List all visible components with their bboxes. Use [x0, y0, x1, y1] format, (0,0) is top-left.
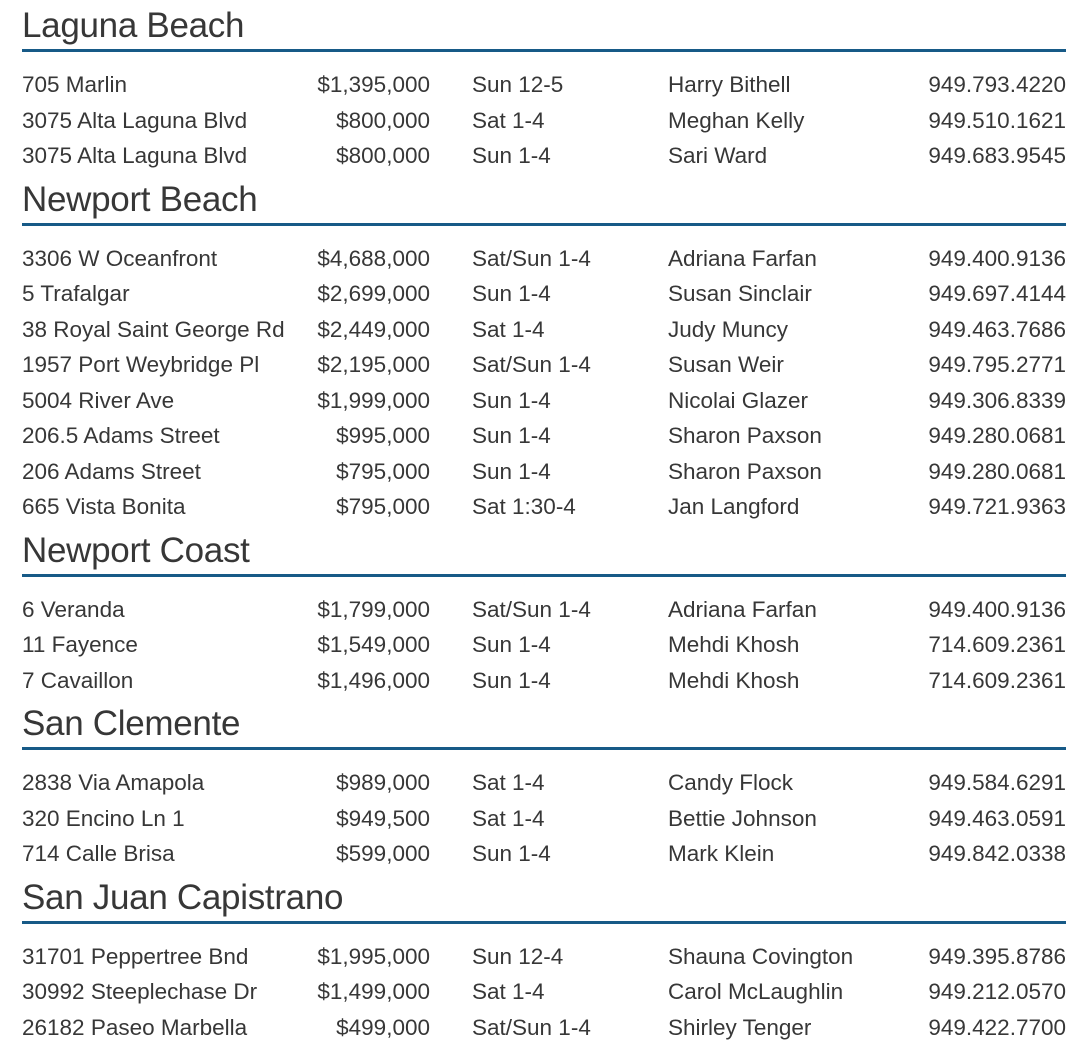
city-section [22, 8, 1066, 176]
agent-name: Shirley Tenger [668, 1010, 898, 1046]
agent-name: Carol McLaughlin [668, 974, 898, 1010]
listing-price: $949,500 [302, 801, 430, 837]
open-house-time: Sun 1-4 [430, 836, 668, 872]
listing-price: $995,000 [302, 418, 430, 454]
city-section [22, 533, 1066, 701]
open-house-time: Sat/Sun 1-4 [430, 347, 668, 383]
listing-price: $1,799,000 [302, 592, 430, 628]
listing-price: $1,999,000 [302, 383, 430, 419]
listing-row [22, 801, 1066, 837]
agent-phone: 949.463.0591 [898, 801, 1066, 837]
city-section [22, 880, 1066, 1047]
listing-address: 11 Fayence [22, 627, 302, 663]
agent-name: Adriana Farfan [668, 592, 898, 628]
agent-phone: 949.683.9545 [898, 138, 1066, 174]
agent-phone: 949.795.2771 [898, 347, 1066, 383]
listing-address: 30992 Steeplechase Dr [22, 974, 302, 1010]
listing-row [22, 383, 1066, 419]
agent-phone: 949.400.9136 [898, 592, 1066, 628]
listing-address: 320 Encino Ln 1 [22, 801, 302, 837]
listing-price: $800,000 [302, 138, 430, 174]
agent-name: Judy Muncy [668, 312, 898, 348]
open-house-time: Sun 1-4 [430, 418, 668, 454]
listing-row [22, 627, 1066, 663]
listing-address: 2838 Via Amapola [22, 765, 302, 801]
agent-name: Sharon Paxson [668, 418, 898, 454]
agent-phone: 714.609.2361 [898, 663, 1066, 699]
listing-rows [22, 750, 1066, 874]
open-house-time: Sun 1-4 [430, 383, 668, 419]
listing-row [22, 836, 1066, 872]
listing-price: $1,995,000 [302, 939, 430, 975]
agent-phone: 714.609.2361 [898, 627, 1066, 663]
listing-row [22, 276, 1066, 312]
listing-price: $795,000 [302, 454, 430, 490]
listing-price: $1,549,000 [302, 627, 430, 663]
agent-phone: 949.793.4220 [898, 67, 1066, 103]
listing-price: $795,000 [302, 489, 430, 525]
agent-name: Nicolai Glazer [668, 383, 898, 419]
agent-phone: 949.306.8339 [898, 383, 1066, 419]
open-house-time: Sat 1-4 [430, 801, 668, 837]
agent-phone: 949.721.9363 [898, 489, 1066, 525]
agent-phone: 949.584.6291 [898, 765, 1066, 801]
listing-address: 6 Veranda [22, 592, 302, 628]
agent-name: Shauna Covington [668, 939, 898, 975]
open-house-time: Sun 1-4 [430, 454, 668, 490]
city-section [22, 182, 1066, 527]
agent-name: Mehdi Khosh [668, 627, 898, 663]
city-header: San Clemente [22, 706, 1066, 750]
agent-phone: 949.395.8786 [898, 939, 1066, 975]
listing-address: 5004 River Ave [22, 383, 302, 419]
listing-row [22, 418, 1066, 454]
agent-phone: 949.280.0681 [898, 454, 1066, 490]
listing-address: 5 Trafalgar [22, 276, 302, 312]
listing-row [22, 454, 1066, 490]
agent-phone: 949.697.4144 [898, 276, 1066, 312]
listing-row [22, 347, 1066, 383]
agent-name: Susan Sinclair [668, 276, 898, 312]
listing-address: 1957 Port Weybridge Pl [22, 347, 302, 383]
listing-address: 206 Adams Street [22, 454, 302, 490]
agent-name: Candy Flock [668, 765, 898, 801]
listing-row [22, 939, 1066, 975]
city-section [22, 706, 1066, 874]
agent-name: Sari Ward [668, 138, 898, 174]
open-house-time: Sat 1:30-4 [430, 489, 668, 525]
agent-phone: 949.842.0338 [898, 836, 1066, 872]
agent-name: Meghan Kelly [668, 103, 898, 139]
agent-phone: 949.212.0570 [898, 974, 1066, 1010]
listing-address: 3075 Alta Laguna Blvd [22, 138, 302, 174]
listing-rows [22, 226, 1066, 527]
agent-name: Bettie Johnson [668, 801, 898, 837]
agent-name: Adriana Farfan [668, 241, 898, 277]
listing-row [22, 241, 1066, 277]
listing-row [22, 592, 1066, 628]
listing-price: $1,499,000 [302, 974, 430, 1010]
agent-phone: 949.422.7700 [898, 1010, 1066, 1046]
listing-address: 206.5 Adams Street [22, 418, 302, 454]
open-house-time: Sun 12-4 [430, 939, 668, 975]
listing-address: 714 Calle Brisa [22, 836, 302, 872]
listing-price: $2,195,000 [302, 347, 430, 383]
city-header: Laguna Beach [22, 8, 1066, 52]
city-header: San Juan Capistrano [22, 880, 1066, 924]
open-house-time: Sat/Sun 1-4 [430, 592, 668, 628]
open-house-time: Sat 1-4 [430, 974, 668, 1010]
city-header: Newport Beach [22, 182, 1066, 226]
open-house-time: Sun 1-4 [430, 276, 668, 312]
listing-row [22, 103, 1066, 139]
agent-name: Mehdi Khosh [668, 663, 898, 699]
listing-address: 3075 Alta Laguna Blvd [22, 103, 302, 139]
agent-name: Sharon Paxson [668, 454, 898, 490]
listing-address: 705 Marlin [22, 67, 302, 103]
open-house-time: Sun 1-4 [430, 627, 668, 663]
listing-address: 7 Cavaillon [22, 663, 302, 699]
listing-price: $2,449,000 [302, 312, 430, 348]
open-house-time: Sat 1-4 [430, 765, 668, 801]
agent-name: Susan Weir [668, 347, 898, 383]
listing-price: $4,688,000 [302, 241, 430, 277]
open-house-time: Sat/Sun 1-4 [430, 241, 668, 277]
listing-address: 665 Vista Bonita [22, 489, 302, 525]
listing-address: 31701 Peppertree Bnd [22, 939, 302, 975]
open-house-time: Sun 12-5 [430, 67, 668, 103]
listing-row [22, 312, 1066, 348]
listing-rows [22, 52, 1066, 176]
open-house-time: Sat 1-4 [430, 103, 668, 139]
agent-phone: 949.280.0681 [898, 418, 1066, 454]
agent-name: Mark Klein [668, 836, 898, 872]
agent-phone: 949.400.9136 [898, 241, 1066, 277]
open-house-time: Sat 1-4 [430, 312, 668, 348]
listing-address: 26182 Paseo Marbella [22, 1010, 302, 1046]
open-house-time: Sun 1-4 [430, 663, 668, 699]
listing-rows [22, 577, 1066, 701]
agent-phone: 949.510.1621 [898, 103, 1066, 139]
agent-name: Jan Langford [668, 489, 898, 525]
listing-address: 3306 W Oceanfront [22, 241, 302, 277]
listing-price: $989,000 [302, 765, 430, 801]
listing-price: $1,496,000 [302, 663, 430, 699]
open-house-time: Sun 1-4 [430, 138, 668, 174]
listing-price: $800,000 [302, 103, 430, 139]
listing-price: $599,000 [302, 836, 430, 872]
listing-row [22, 974, 1066, 1010]
listing-price: $2,699,000 [302, 276, 430, 312]
listing-price: $1,395,000 [302, 67, 430, 103]
listing-row [22, 489, 1066, 525]
listing-row [22, 663, 1066, 699]
listing-address: 38 Royal Saint George Rd [22, 312, 302, 348]
listing-price: $499,000 [302, 1010, 430, 1046]
listing-rows [22, 924, 1066, 1047]
listing-row [22, 765, 1066, 801]
open-house-time: Sat/Sun 1-4 [430, 1010, 668, 1046]
listing-row [22, 138, 1066, 174]
agent-name: Harry Bithell [668, 67, 898, 103]
listing-row [22, 1010, 1066, 1046]
listing-row [22, 67, 1066, 103]
city-header: Newport Coast [22, 533, 1066, 577]
agent-phone: 949.463.7686 [898, 312, 1066, 348]
